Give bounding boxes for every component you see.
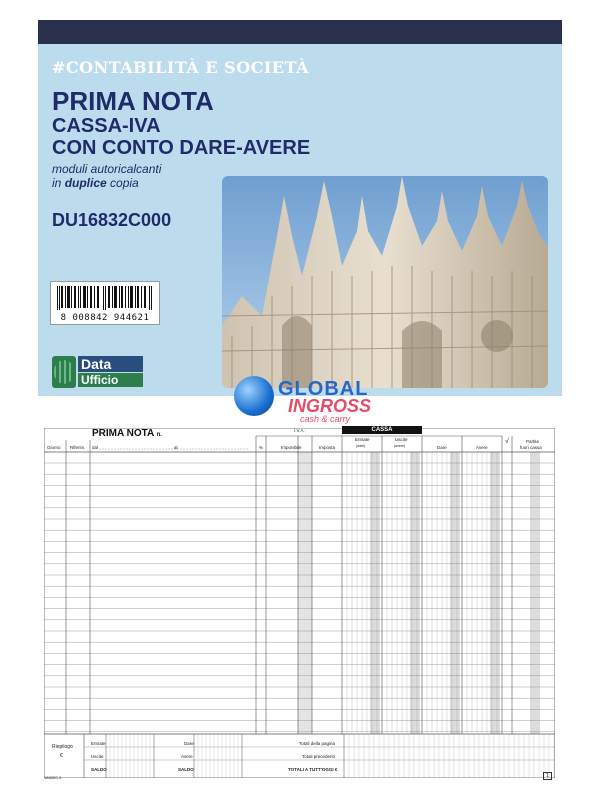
- subtitle: [52, 162, 161, 190]
- label-imposta: Imposta: [319, 445, 336, 450]
- label-r-avere: Avere: [181, 754, 193, 759]
- check-icon: √: [505, 438, 509, 445]
- subtitle-line-1: moduli autoricalcanti: [52, 162, 162, 176]
- subtitle-bold: duplice: [64, 176, 107, 190]
- brand-top: Data: [78, 356, 143, 372]
- label-r-entrate: Entrate: [91, 741, 106, 746]
- globe-icon: [52, 356, 76, 388]
- top-color-bar: [38, 20, 562, 44]
- ledger-grid: [44, 428, 555, 778]
- label-avere: Avere: [476, 445, 488, 450]
- label-giorno: Giorno: [47, 445, 61, 450]
- label-r-uscite: Uscite: [91, 754, 104, 759]
- grid-shade: [298, 452, 312, 734]
- title-line-3: CON CONTO DARE-AVERE: [52, 137, 311, 159]
- grid-shade: [490, 452, 500, 734]
- form-title: [92, 428, 162, 439]
- product-code: DU16832C000: [52, 210, 172, 230]
- form-title-suffix: n.: [156, 432, 162, 438]
- label-partite: Partite: [526, 439, 540, 444]
- grid-shade: [450, 452, 460, 734]
- watermark-line-1: GLOBAL: [278, 378, 369, 400]
- cathedral-photo: [222, 176, 548, 388]
- title-line-2: CASSA-IVA: [52, 115, 161, 137]
- label-entrate-sub: (dare): [356, 444, 366, 448]
- ledger-form: [44, 428, 555, 778]
- brand-logo: [52, 356, 144, 390]
- watermark-line-2: INGROSS: [288, 396, 372, 416]
- title-line-1: PRIMA NOTA: [52, 86, 214, 116]
- grid-shade: [530, 452, 540, 734]
- label-dare: Dare: [437, 445, 447, 450]
- grid-shade: [410, 452, 420, 734]
- subtitle-post: copia: [106, 176, 139, 190]
- category-label: #CONTABILITÀ E SOCIETÀ: [52, 58, 310, 77]
- footer-code: 16832C.0: [44, 775, 62, 780]
- label-al: al: [174, 445, 178, 450]
- watermark: [234, 376, 374, 422]
- label-iva: I.V.A.: [294, 428, 305, 433]
- barcode-number: 8 008842 944621: [60, 313, 150, 323]
- label-dal: dal: [92, 445, 99, 450]
- brand-bottom: Ufficio: [78, 373, 143, 387]
- form-title-text: PRIMA NOTA: [92, 428, 154, 439]
- label-euro: €: [60, 753, 63, 759]
- page-number: 1: [543, 772, 552, 780]
- label-saldo-2: SALDO: [178, 767, 194, 772]
- label-uscite-sub: (avere): [394, 444, 406, 448]
- cathedral-illustration: [222, 176, 548, 388]
- watermark-globe-icon: [234, 376, 274, 416]
- label-totali-tuttoggi: TOTALI A TUTT'OGGI €: [288, 767, 338, 772]
- grid-shade: [370, 452, 380, 734]
- label-riepilogo: Riepilogo: [52, 744, 73, 750]
- label-totali-precedenti: Totali precedenti: [302, 754, 335, 759]
- label-imponibile: Imponibile: [281, 445, 302, 450]
- label-entrate: Entrate: [355, 437, 370, 442]
- subtitle-line-2: [52, 176, 161, 190]
- label-fuori-cassa: fuori cassa: [520, 445, 542, 450]
- label-riferim: Riferim.: [70, 445, 86, 450]
- watermark-line-3: cash & carry: [300, 414, 351, 424]
- label-totali-pagina: Totali della pagina: [299, 741, 336, 746]
- subtitle-pre: in: [52, 176, 65, 190]
- cover-panel: [38, 44, 562, 396]
- barcode: [50, 281, 160, 325]
- label-saldo: SALDO: [91, 767, 107, 772]
- barcode-bars: [57, 286, 153, 310]
- label-uscite: Uscite: [395, 437, 408, 442]
- label-r-dare: Dare: [184, 741, 194, 746]
- label-cassa: CASSA: [342, 426, 422, 434]
- label-percent: %: [259, 445, 264, 450]
